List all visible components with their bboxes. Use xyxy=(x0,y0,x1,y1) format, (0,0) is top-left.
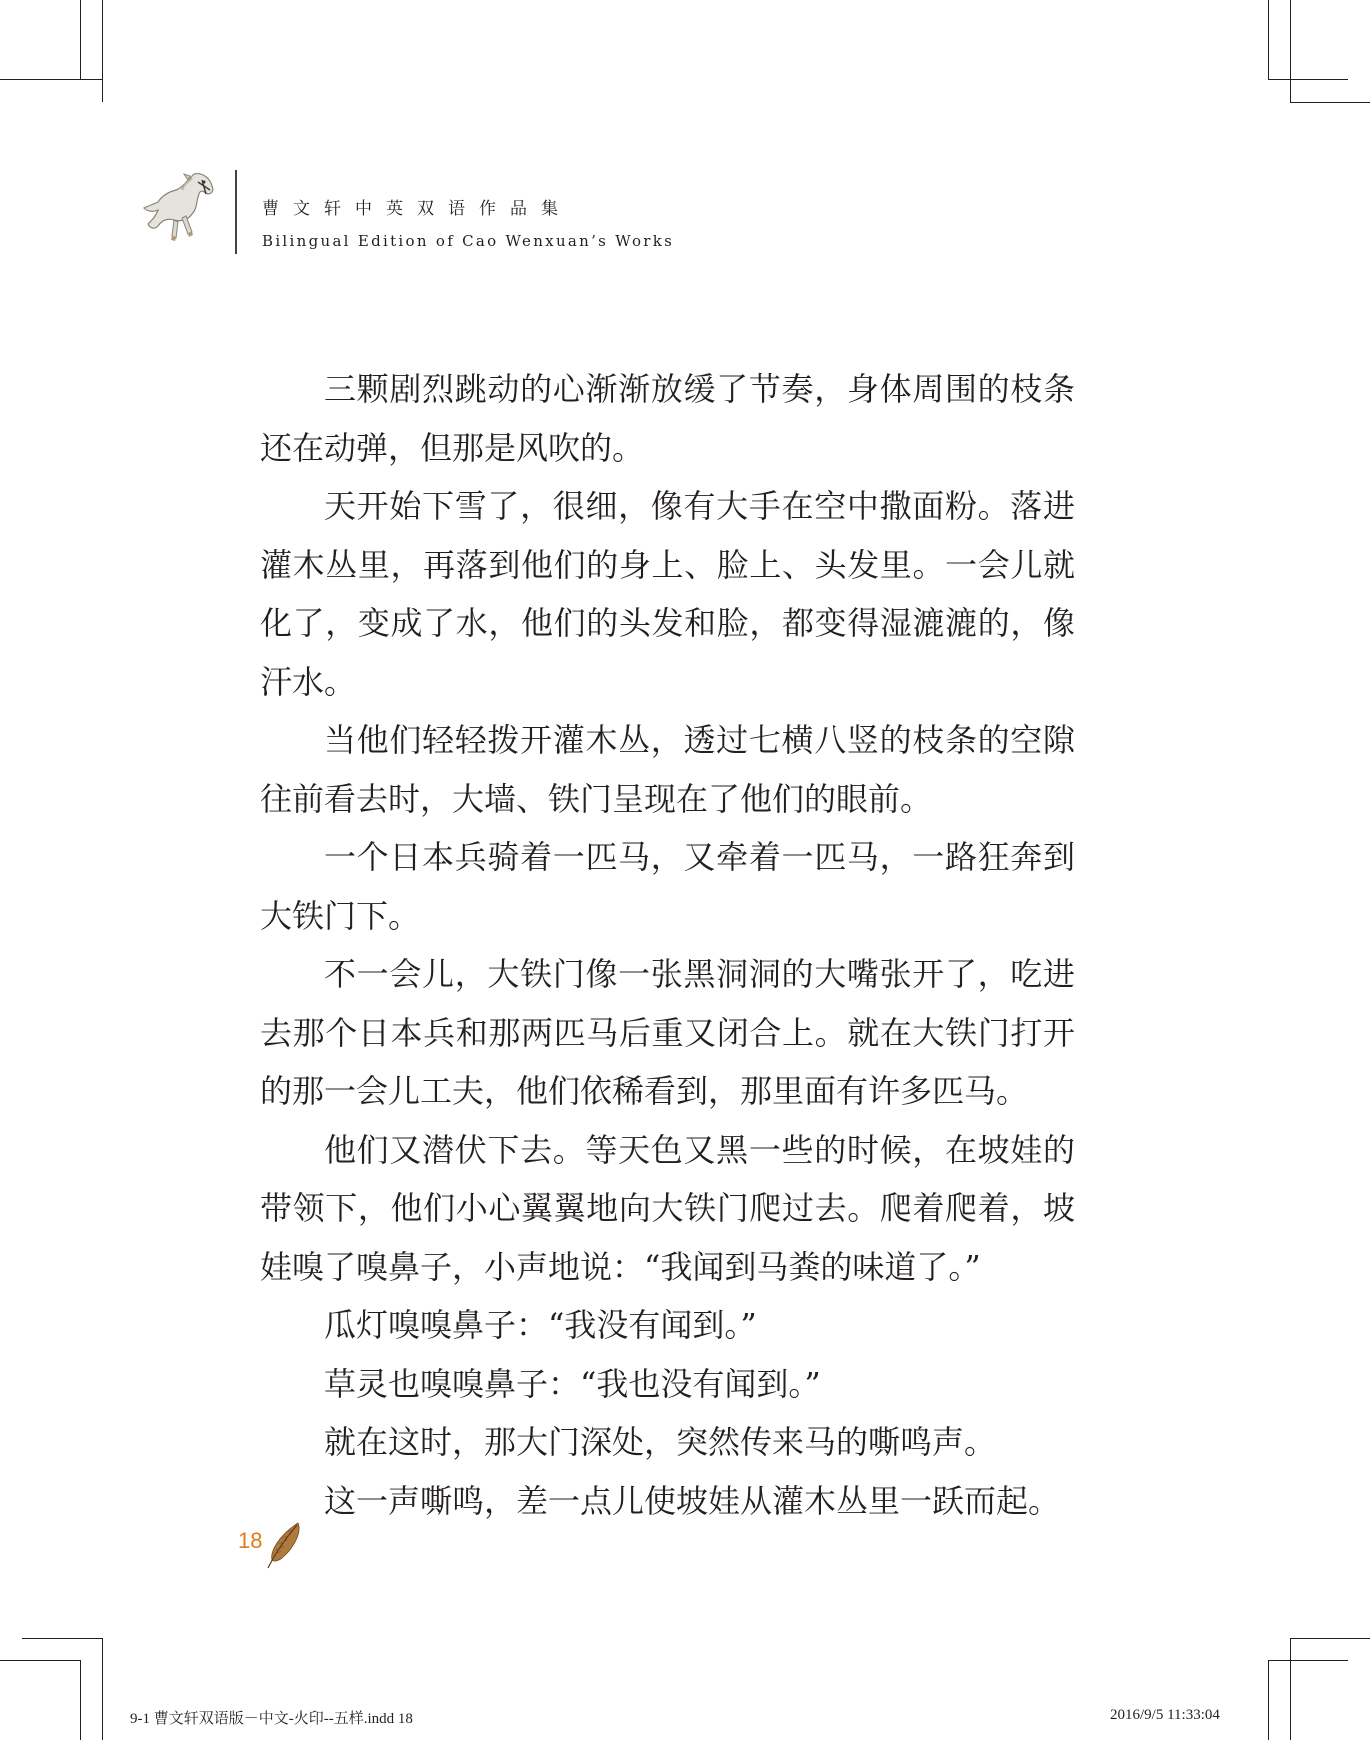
crop-mark xyxy=(80,0,81,79)
paragraph: 瓜灯嗅嗅鼻子：“我没有闻到。” xyxy=(324,1306,757,1344)
crop-mark xyxy=(1268,1660,1348,1661)
paragraph: 一个日本兵骑着一匹马，又牵着一匹马，一路狂奔到大铁门下。 xyxy=(260,838,1075,935)
crop-mark xyxy=(0,1660,80,1661)
slug-file-info: 9-1 曹文轩双语版－中文-火印--五样.indd 18 xyxy=(130,1711,413,1727)
paragraph: 天开始下雪了，很细，像有大手在空中撒面粉。落进灌木丛里，再落到他们的身上、脸上、头发里。一会儿就化了，变成了水，他们的头发和脸，都变得湿漉漉的，像汗水。 xyxy=(260,487,1075,701)
crop-mark xyxy=(1290,1638,1291,1740)
crop-mark xyxy=(1268,0,1269,79)
crop-mark xyxy=(1268,1660,1269,1740)
horse-icon xyxy=(132,168,222,246)
crop-mark xyxy=(102,1638,103,1740)
paragraph: 草灵也嗅嗅鼻子：“我也没有闻到。” xyxy=(324,1364,821,1403)
crop-mark xyxy=(22,79,102,80)
crop-mark xyxy=(1290,102,1370,103)
series-title-chinese: 曹文轩中英双语作品集 xyxy=(262,199,572,219)
paragraph: 三颗剧烈跳动的心渐渐放缓了节奏，身体周围的枝条还在动弹，但那是风吹的。 xyxy=(260,370,1075,467)
header-divider xyxy=(235,170,237,254)
crop-mark xyxy=(22,1638,102,1639)
body-text xyxy=(260,360,1075,1530)
feather-icon xyxy=(264,1520,304,1570)
crop-mark xyxy=(80,1660,81,1740)
paragraph: 他们又潜伏下去。等天色又黑一些的时候，在坡娃的带领下，他们小心翼翼地向大铁门爬过去。爬着爬着，坡娃嗅了嗅鼻子，小声地说：“我闻到马粪的味道了。” xyxy=(260,1130,1075,1286)
crop-mark xyxy=(1268,79,1348,80)
slug-timestamp: 2016/9/5 11:33:04 xyxy=(1110,1707,1220,1723)
page-number: 18 xyxy=(238,1528,263,1553)
crop-mark xyxy=(102,0,103,102)
paragraph: 当他们轻轻拨开灌木丛，透过七横八竖的枝条的空隙往前看去时，大墙、铁门呈现在了他们的眼前。 xyxy=(260,721,1075,818)
paragraph: 不一会儿，大铁门像一张黑洞洞的大嘴张开了，吃进去那个日本兵和那两匹马后重又闭合上。就在大铁门打开的那一会儿工夫，他们依稀看到，那里面有许多匹马。 xyxy=(260,955,1075,1110)
paragraph: 这一声嘶鸣，差一点儿使坡娃从灌木丛里一跃而起。 xyxy=(324,1481,1061,1520)
paragraph: 就在这时，那大门深处，突然传来马的嘶鸣声。 xyxy=(324,1423,997,1461)
series-title-english: Bilingual Edition of Cao Wenxuan’s Works xyxy=(262,232,675,250)
crop-mark xyxy=(1290,0,1291,102)
crop-mark xyxy=(1290,1638,1370,1639)
